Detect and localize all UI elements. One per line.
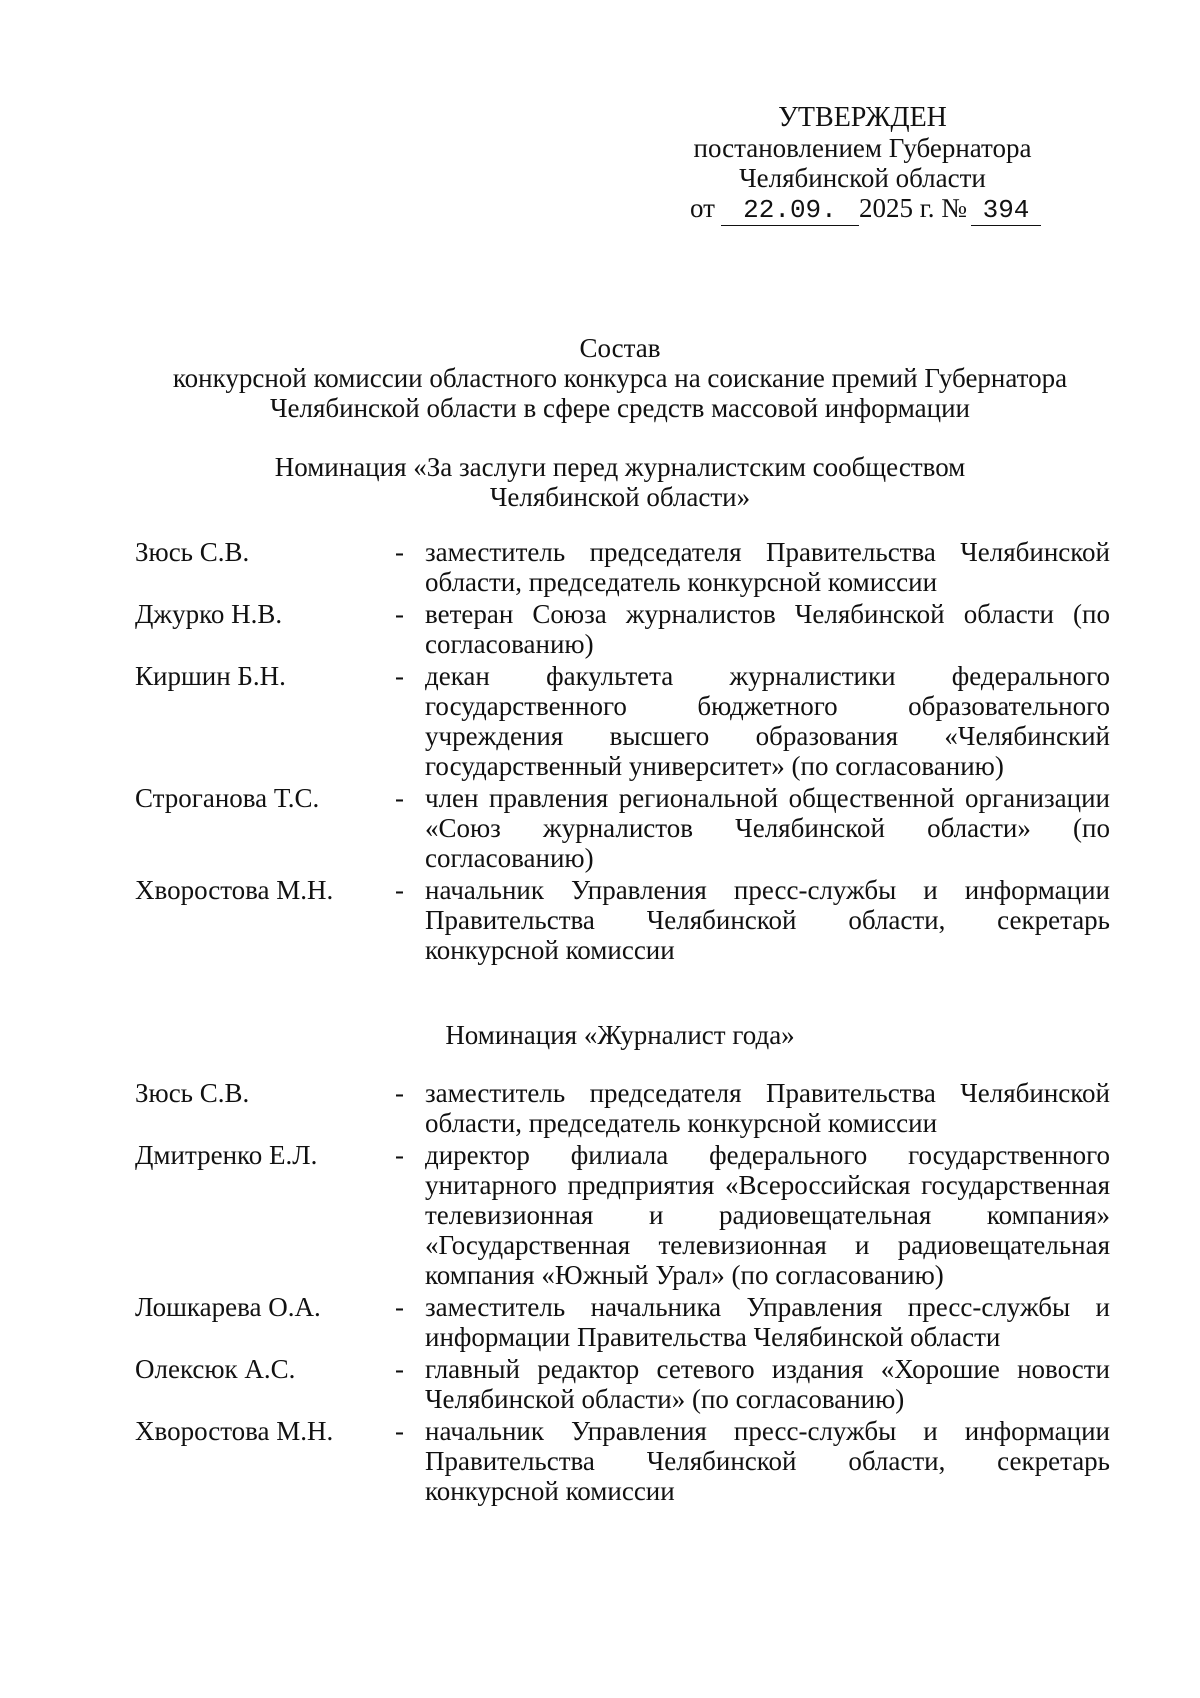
member-role: заместитель председателя Правительства Челябинской области, председатель конкурсной комиссии: [425, 537, 1110, 597]
approval-date-line: [690, 193, 1035, 226]
member-role: член правления региональной общественной организации «Союз журналистов Челябинской области» (по согласованию): [425, 783, 1110, 873]
member-dash: -: [395, 599, 404, 629]
member-name: Хворостова М.Н.: [135, 1416, 334, 1446]
nomination-2-members: [135, 1078, 1115, 1508]
member-row: [135, 599, 1115, 659]
member-row: [135, 1140, 1115, 1290]
member-role: заместитель председателя Правительства Челябинской области, председатель конкурсной комиссии: [425, 1078, 1110, 1138]
decree-number: 394: [971, 195, 1041, 226]
approval-title: УТВЕРЖДЕН: [778, 102, 947, 133]
member-row: [135, 1078, 1115, 1138]
member-dash: -: [395, 783, 404, 813]
date-prefix: от: [690, 193, 715, 223]
nomination-1-members: [135, 537, 1115, 967]
member-row: [135, 1292, 1115, 1352]
nomination-2-title-line-1: Номинация «Журналист года»: [445, 1020, 795, 1050]
member-row: [135, 1416, 1115, 1506]
approval-block: [690, 103, 1035, 226]
member-name: Хворостова М.Н.: [135, 875, 334, 905]
member-name: Зюсь С.В.: [135, 1078, 250, 1108]
member-dash: -: [395, 1140, 404, 1170]
member-dash: -: [395, 1354, 404, 1384]
approval-line-1: постановлением Губернатора: [693, 133, 1032, 163]
heading-line-1: Состав: [579, 333, 661, 363]
member-row: [135, 1354, 1115, 1414]
member-role: директор филиала федерального государственного унитарного предприятия «Всероссийская государственная телевизионная и радиовещательная компания» «Государственная телевизионная и радиовещательная компания «Южный Урал» (по согласованию): [425, 1140, 1110, 1290]
member-role: декан факультета журналистики федерального государственного бюджетного образовательного учреждения высшего образования «Челябинский государственный университет» (по согласованию): [425, 661, 1110, 781]
member-role: начальник Управления пресс-службы и информации Правительства Челябинской области, секретарь конкурсной комиссии: [425, 875, 1110, 965]
member-row: [135, 537, 1115, 597]
nomination-1-title-line-1: Номинация «За заслуги перед журналистским сообществом: [274, 452, 966, 482]
member-dash: -: [395, 661, 404, 691]
date-year: 2025 г. №: [858, 193, 967, 223]
member-name: Лошкарева О.А.: [135, 1292, 321, 1322]
approval-line-2: Челябинской области: [739, 163, 986, 193]
member-row: [135, 875, 1115, 965]
member-dash: -: [395, 875, 404, 905]
member-role: начальник Управления пресс-службы и информации Правительства Челябинской области, секретарь конкурсной комиссии: [425, 1416, 1110, 1506]
heading-line-3: Челябинской области в сфере средств массовой информации: [270, 393, 970, 423]
member-name: Дмитренко Е.Л.: [135, 1140, 318, 1170]
member-role: ветеран Союза журналистов Челябинской области (по согласованию): [425, 599, 1110, 659]
member-name: Строганова Т.С.: [135, 783, 320, 813]
heading-line-2: конкурсной комиссии областного конкурса на соискание премий Губернатора: [172, 363, 1068, 393]
member-dash: -: [395, 537, 404, 567]
member-dash: -: [395, 1416, 404, 1446]
nomination-1-title: [130, 452, 1110, 512]
member-name: Джурко Н.В.: [135, 599, 283, 629]
document-heading: [130, 333, 1110, 423]
member-row: [135, 783, 1115, 873]
nomination-1-title-line-2: Челябинской области»: [489, 482, 751, 512]
member-name: Олексюк А.С.: [135, 1354, 296, 1384]
member-name: Киршин Б.Н.: [135, 661, 286, 691]
member-dash: -: [395, 1078, 404, 1108]
date-value: 22.09.: [721, 195, 859, 226]
member-row: [135, 661, 1115, 781]
member-role: главный редактор сетевого издания «Хорошие новости Челябинской области» (по согласованию): [425, 1354, 1110, 1414]
nomination-2-title: [130, 1020, 1110, 1050]
member-name: Зюсь С.В.: [135, 537, 250, 567]
member-role: заместитель начальника Управления пресс-службы и информации Правительства Челябинской области: [425, 1292, 1110, 1352]
member-dash: -: [395, 1292, 404, 1322]
